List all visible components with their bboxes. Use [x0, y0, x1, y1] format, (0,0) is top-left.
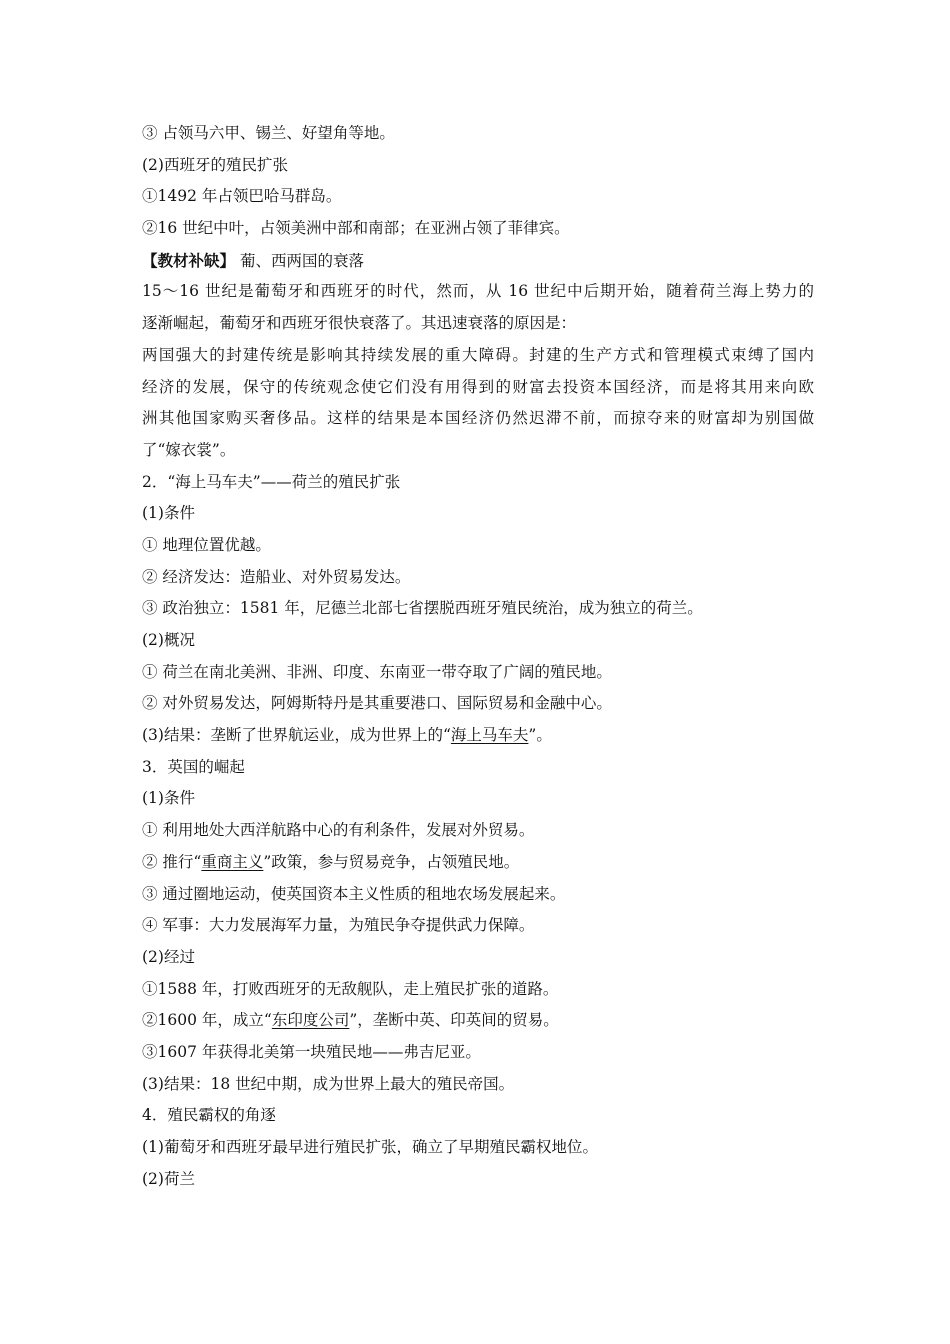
- text-line: ①1492 年占领巴哈马群岛。: [142, 187, 342, 206]
- text-segment: ②1600 年，成立“: [142, 1011, 272, 1030]
- paragraph-line: 洲其他国家购买奢侈品。这样的结果是本国经济仍然迟滞不前，而掠夺来的财富却为别国做: [142, 409, 814, 428]
- paragraph-line: 了“嫁衣裳”。: [142, 440, 236, 459]
- subsection-heading: (2)西班牙的殖民扩张: [142, 155, 288, 174]
- text-line: ①1588 年，打败西班牙的无敌舰队，走上殖民扩张的道路。: [142, 979, 559, 998]
- paragraph-intro: [142, 276, 814, 339]
- text-line: ③ 政治独立：1581 年，尼德兰北部七省摆脱西班牙殖民统治，成为独立的荷兰。: [142, 599, 703, 618]
- text-segment: ”政策，参与贸易竞争，占领殖民地。: [263, 852, 520, 871]
- supplement-tag: 【教材补缺】: [142, 250, 236, 270]
- text-line: (3)结果：18 世纪中期，成为世界上最大的殖民帝国。: [142, 1074, 515, 1093]
- text-segment: ”，垄断中英、印英间的贸易。: [349, 1011, 559, 1030]
- paragraph-line: 逐渐崛起，葡萄牙和西班牙很快衰落了。其迅速衰落的原因是：: [142, 314, 577, 333]
- key-term: 海上马车夫: [450, 726, 529, 745]
- text-line: [142, 1005, 814, 1037]
- document-page: [142, 118, 814, 1195]
- text-segment: ② 推行“: [142, 852, 202, 871]
- text-line: ③ 占领马六甲、锡兰、好望角等地。: [142, 124, 395, 142]
- subsection-heading: (1)条件: [142, 504, 195, 523]
- key-term: 东印度公司: [271, 1011, 350, 1030]
- text-line: [142, 847, 814, 879]
- paragraph-line: 经济的发展，保守的传统观念使它们没有用得到的财富去投资本国经济，而是将其用来向欧: [142, 377, 814, 396]
- supplement-heading: [142, 245, 814, 277]
- paragraph-line: 15～16 世纪是葡萄牙和西班牙的时代，然而，从 16 世纪中后期开始，随着荷兰海上势力的: [142, 282, 814, 301]
- subsection-heading: (1)条件: [142, 789, 195, 808]
- text-line: ④ 军事：大力发展海军力量，为殖民争夺提供武力保障。: [142, 916, 535, 935]
- supplement-title: 葡、西两国的衰落: [235, 251, 364, 270]
- subsection-heading: (2)概况: [142, 631, 195, 649]
- text-segment: (3)结果：垄断了世界航运业，成为世界上的“: [142, 726, 451, 745]
- text-line: ②16 世纪中叶，占领美洲中部和南部；在亚洲占领了菲律宾。: [142, 219, 570, 238]
- section-heading: 3．英国的崛起: [142, 757, 245, 776]
- paragraph-reasons: [142, 340, 814, 467]
- text-line: [142, 720, 814, 752]
- text-line: ① 地理位置优越。: [142, 535, 271, 554]
- text-segment: ”。: [528, 726, 552, 745]
- subsection-heading: (2)经过: [142, 947, 195, 966]
- text-line: ① 荷兰在南北美洲、非洲、印度、东南亚一带夺取了广阔的殖民地。: [142, 662, 612, 681]
- subsection-heading: (2)荷兰: [142, 1169, 195, 1188]
- section-heading: 4．殖民霸权的角逐: [142, 1106, 276, 1125]
- text-line: ① 利用地处大西洋航路中心的有利条件，发展对外贸易。: [142, 821, 535, 840]
- key-term: 重商主义: [201, 852, 264, 871]
- paragraph-line: 两国强大的封建传统是影响其持续发展的重大障碍。封建的生产方式和管理模式束缚了国内: [142, 345, 814, 364]
- text-line: ② 对外贸易发达，阿姆斯特丹是其重要港口、国际贸易和金融中心。: [142, 694, 612, 713]
- section-heading: 2．“海上马车夫”——荷兰的殖民扩张: [142, 472, 401, 491]
- text-line: ② 经济发达：造船业、对外贸易发达。: [142, 567, 411, 586]
- text-line: ③ 通过圈地运动，使英国资本主义性质的租地农场发展起来。: [142, 884, 566, 903]
- text-line: ③1607 年获得北美第一块殖民地——弗吉尼亚。: [142, 1042, 481, 1061]
- text-line: (1)葡萄牙和西班牙最早进行殖民扩张，确立了早期殖民霸权地位。: [142, 1138, 598, 1156]
